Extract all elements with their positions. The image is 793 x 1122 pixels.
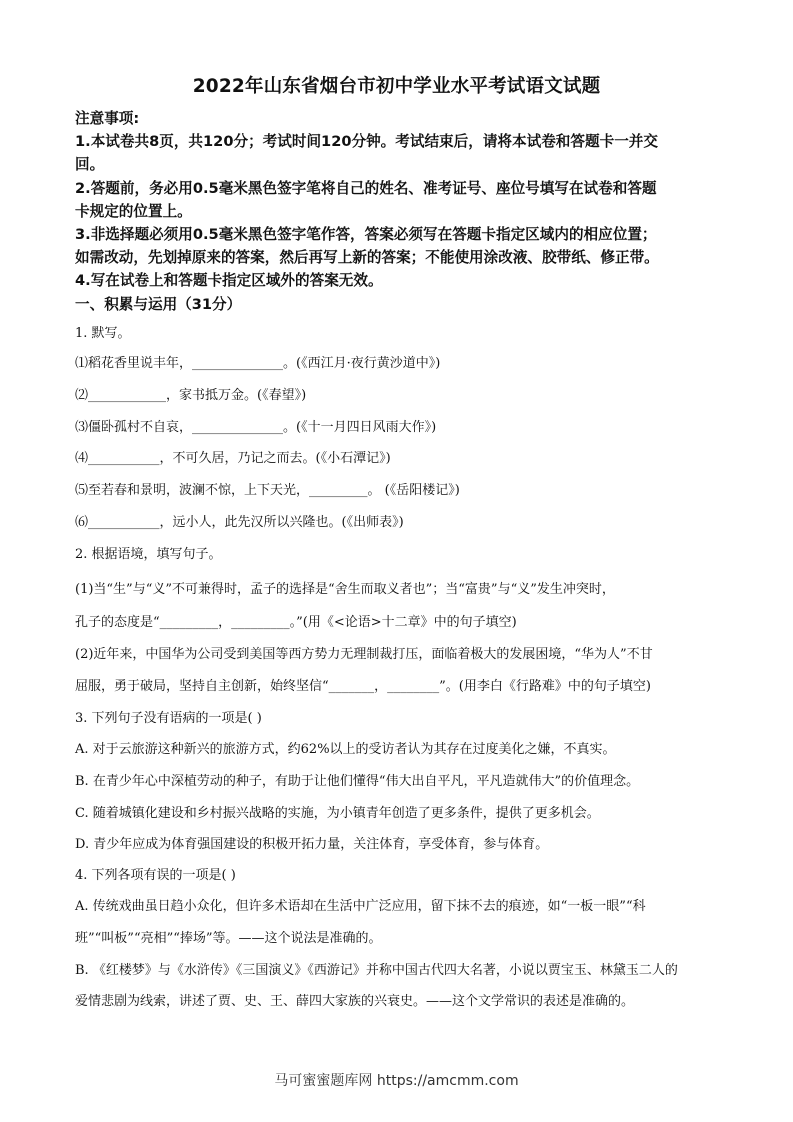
question-line: 班”“叫板”“亮相”“捧场”等。——这个说法是准确的。 <box>75 931 382 946</box>
footer-watermark: 马可蜜蜜题库网 https://amcmm.com <box>274 1073 519 1089</box>
question-item: ⑵____________，家书抵万金。(《春望》) <box>75 388 307 403</box>
question-stem: 2. 根据语境，填写句子。 <box>75 547 222 562</box>
notice-line: 如需改动，先划掉原来的答案，然后再写上新的答案；不能使用涂改液、胶带纸、修正带。 <box>75 249 659 266</box>
question-line: A. 传统戏曲虽日趋小众化，但许多术语却在生活中广泛应用，留下抹不去的痕迹，如“一板一眼”“科 <box>75 899 646 914</box>
question-line: 孔子的态度是“_________，_________。”(用《<论语>十二章》中的句子填空) <box>75 615 517 630</box>
question-item: ⑴稻花香里说丰年，______________。(《西江月·夜行黄沙道中》) <box>75 356 441 371</box>
section-heading: 一、积累与运用（31分） <box>75 296 242 313</box>
question-stem: 4. 下列各项有误的一项是( ) <box>75 868 236 883</box>
question-stem: 1. 默写。 <box>75 326 131 341</box>
answer-option-a: A. 对于云旅游这种新兴的旅游方式，约62%以上的受访者认为其存在过度美化之嫌，不真实。 <box>75 742 616 757</box>
notice-line: 2.答题前，务必用0.5毫米黑色签字笔将自己的姓名、准考证号、座位号填写在试卷和答题 <box>75 180 657 197</box>
notice-heading: 注意事项: <box>75 110 140 127</box>
answer-option-d: D. 青少年应成为体育强国建设的积极开拓力量，关注体育，享受体育，参与体育。 <box>75 837 549 852</box>
notice-line: 3.非选择题必须用0.5毫米黑色签字笔作答，答案必须写在答题卡指定区域内的相应位置； <box>75 226 657 243</box>
notice-line: 1.本试卷共8页，共120分；考试时间120分钟。考试结束后，请将本试卷和答题卡一并交 <box>75 133 658 150</box>
notice-line: 4.写在试卷上和答题卡指定区域外的答案无效。 <box>75 272 383 289</box>
answer-option-c: C. 随着城镇化建设和乡村振兴战略的实施，为小镇青年创造了更多条件，提供了更多机会。 <box>75 806 600 821</box>
question-item: ⑹___________，远小人，此先汉所以兴隆也。(《出师表》) <box>75 515 404 530</box>
question-item: ⑸至若春和景明，波澜不惊，上下天光，_________。 (《岳阳楼记》) <box>75 483 460 498</box>
question-line: (2)近年来，中国华为公司受到美国等西方势力无理制裁打压，面临着极大的发展困境，“华为人”不甘 <box>75 647 653 662</box>
question-stem: 3. 下列句子没有语病的一项是( ) <box>75 711 262 726</box>
page-title: 2022年山东省烟台市初中学业水平考试语文试题 <box>192 76 601 97</box>
question-line: (1)当“生”与“义”不可兼得时，孟子的选择是“舍生而取义者也”；当“富贵”与“义”发生冲突时， <box>75 582 615 597</box>
question-item: ⑷___________，不可久居，乃记之而去。(《小石潭记》) <box>75 451 391 466</box>
question-line: 屈服，勇于破局，坚持自主创新，始终坚信“_______，________”。(用李白《行路难》中的句子填空) <box>75 679 651 694</box>
answer-option-b: B. 在青少年心中深植劳动的种子，有助于让他们懂得“伟大出自平凡，平凡造就伟大”的价值理念。 <box>75 774 640 789</box>
notice-line: 回。 <box>75 156 105 173</box>
question-line: B. 《红楼梦》与《水浒传》《三国演义》《西游记》并称中国古代四大名著，小说以贾宝玉、林黛玉二人的 <box>75 963 678 978</box>
notice-line: 卡规定的位置上。 <box>75 203 192 220</box>
question-item: ⑶僵卧孤村不自哀，______________。(《十一月四日风雨大作》) <box>75 420 437 435</box>
question-line: 爱情悲剧为线索，讲述了贾、史、王、薛四大家族的兴衰史。——这个文学常识的表述是准确的。 <box>75 994 635 1009</box>
